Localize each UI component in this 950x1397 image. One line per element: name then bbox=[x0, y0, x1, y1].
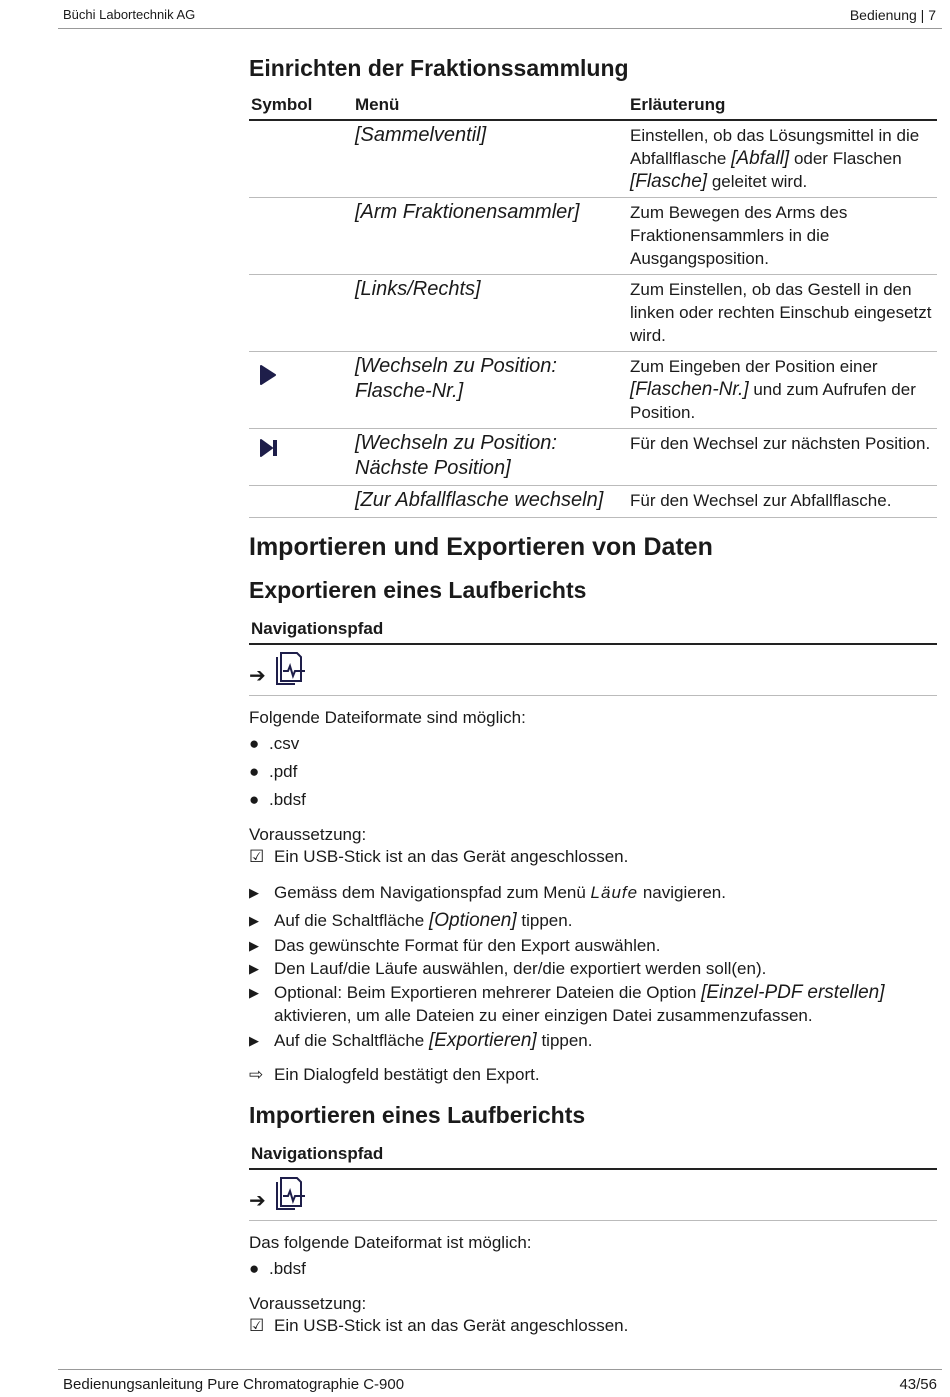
column-header-symbol: Symbol bbox=[249, 92, 353, 120]
symbol-cell bbox=[249, 352, 353, 429]
step-arrow-icon: ▶ bbox=[249, 885, 259, 900]
section-heading-7-11-1 bbox=[249, 577, 586, 604]
description-cell: Für den Wechsel zur nächsten Position. bbox=[628, 429, 937, 486]
description-cell: Zum Eingeben der Position einer [Flaschen-Nr.] und zum Aufrufen der Position. bbox=[628, 352, 937, 429]
description-cell: Zum Einstellen, ob das Gestell in den linken oder rechten Einschub eingesetzt wird. bbox=[628, 275, 937, 352]
menu-cell: [Wechseln zu Position: Flasche-Nr.] bbox=[353, 352, 628, 429]
header-chapter: Bedienung | 7 bbox=[849, 7, 936, 23]
section-heading-7-10-3 bbox=[249, 55, 629, 82]
menu-cell: [Sammelventil] bbox=[353, 120, 628, 198]
arrow-right-icon: ➔ bbox=[249, 1190, 266, 1212]
run-report-icon bbox=[275, 649, 307, 690]
table-row bbox=[249, 429, 937, 486]
navigation-path-box bbox=[249, 619, 937, 696]
footer-rule bbox=[58, 1369, 942, 1370]
run-report-icon bbox=[275, 1174, 307, 1215]
table-row bbox=[249, 120, 937, 198]
formats-intro: Das folgende Dateiformat ist möglich: bbox=[249, 1233, 532, 1252]
section-heading-7-11 bbox=[249, 533, 713, 562]
column-header-description: Erläuterung bbox=[628, 92, 937, 120]
menu-cell: [Arm Fraktionensammler] bbox=[353, 198, 628, 275]
step-arrow-icon: ▶ bbox=[249, 938, 259, 953]
description-cell: Zum Bewegen des Arms des Fraktionensammlers in die Ausgangsposition. bbox=[628, 198, 937, 275]
section-title: Importieren eines Laufberichts bbox=[249, 1102, 586, 1128]
symbol-cell bbox=[249, 120, 353, 198]
header-rule bbox=[58, 28, 942, 29]
description-cell: Einstellen, ob das Lösungsmittel in die Abfallflasche [Abfall] oder Flaschen [Flasche] geleitet wird. bbox=[628, 120, 937, 198]
table-header-row bbox=[249, 92, 937, 120]
menu-cell: [Zur Abfallflasche wechseln] bbox=[353, 486, 628, 518]
result-arrow-icon: ⇨ bbox=[249, 1065, 264, 1084]
step-arrow-icon: ▶ bbox=[249, 913, 259, 928]
header-company: Büchi Labortechnik AG bbox=[63, 7, 196, 22]
section-heading-7-11-2 bbox=[249, 1102, 585, 1129]
checkbox-icon: ☑ bbox=[249, 1316, 265, 1335]
navigation-path-row bbox=[249, 1170, 937, 1221]
column-header-menu: Menü bbox=[353, 92, 628, 120]
formats-intro: Folgende Dateiformate sind möglich: bbox=[249, 708, 526, 727]
navigation-path-title: Navigationspfad bbox=[249, 1144, 937, 1170]
menu-table bbox=[249, 92, 937, 518]
section-title: Importieren und Exportieren von Daten bbox=[249, 533, 713, 561]
section-title: Einrichten der Fraktionssammlung bbox=[249, 55, 629, 81]
navigation-path-title: Navigationspfad bbox=[249, 619, 937, 645]
menu-cell: [Wechseln zu Position: Nächste Position] bbox=[353, 429, 628, 486]
table-row bbox=[249, 198, 937, 275]
symbol-cell bbox=[249, 486, 353, 518]
skip-next-icon bbox=[259, 438, 279, 464]
description-cell: Für den Wechsel zur Abfallflasche. bbox=[628, 486, 937, 518]
table-row bbox=[249, 275, 937, 352]
arrow-right-icon: ➔ bbox=[249, 665, 266, 687]
section-title: Exportieren eines Laufberichts bbox=[249, 577, 587, 603]
step-arrow-icon: ▶ bbox=[249, 1033, 259, 1048]
step-arrow-icon: ▶ bbox=[249, 961, 259, 976]
prerequisite-label: Voraussetzung: bbox=[249, 825, 367, 844]
play-icon bbox=[259, 365, 277, 391]
footer-page-number: 43/56 bbox=[899, 1376, 937, 1393]
navigation-path-box bbox=[249, 1144, 937, 1221]
symbol-cell bbox=[249, 198, 353, 275]
table-row bbox=[249, 352, 937, 429]
menu-cell: [Links/Rechts] bbox=[353, 275, 628, 352]
checkbox-icon: ☑ bbox=[249, 847, 265, 866]
footer-manual-title: Bedienungsanleitung Pure Chromatographie C-900 bbox=[63, 1376, 405, 1393]
symbol-cell bbox=[249, 275, 353, 352]
table-row bbox=[249, 486, 937, 518]
step-arrow-icon: ▶ bbox=[249, 985, 259, 1000]
navigation-path-row bbox=[249, 645, 937, 696]
prerequisite-label: Voraussetzung: bbox=[249, 1294, 367, 1313]
symbol-cell bbox=[249, 429, 353, 486]
